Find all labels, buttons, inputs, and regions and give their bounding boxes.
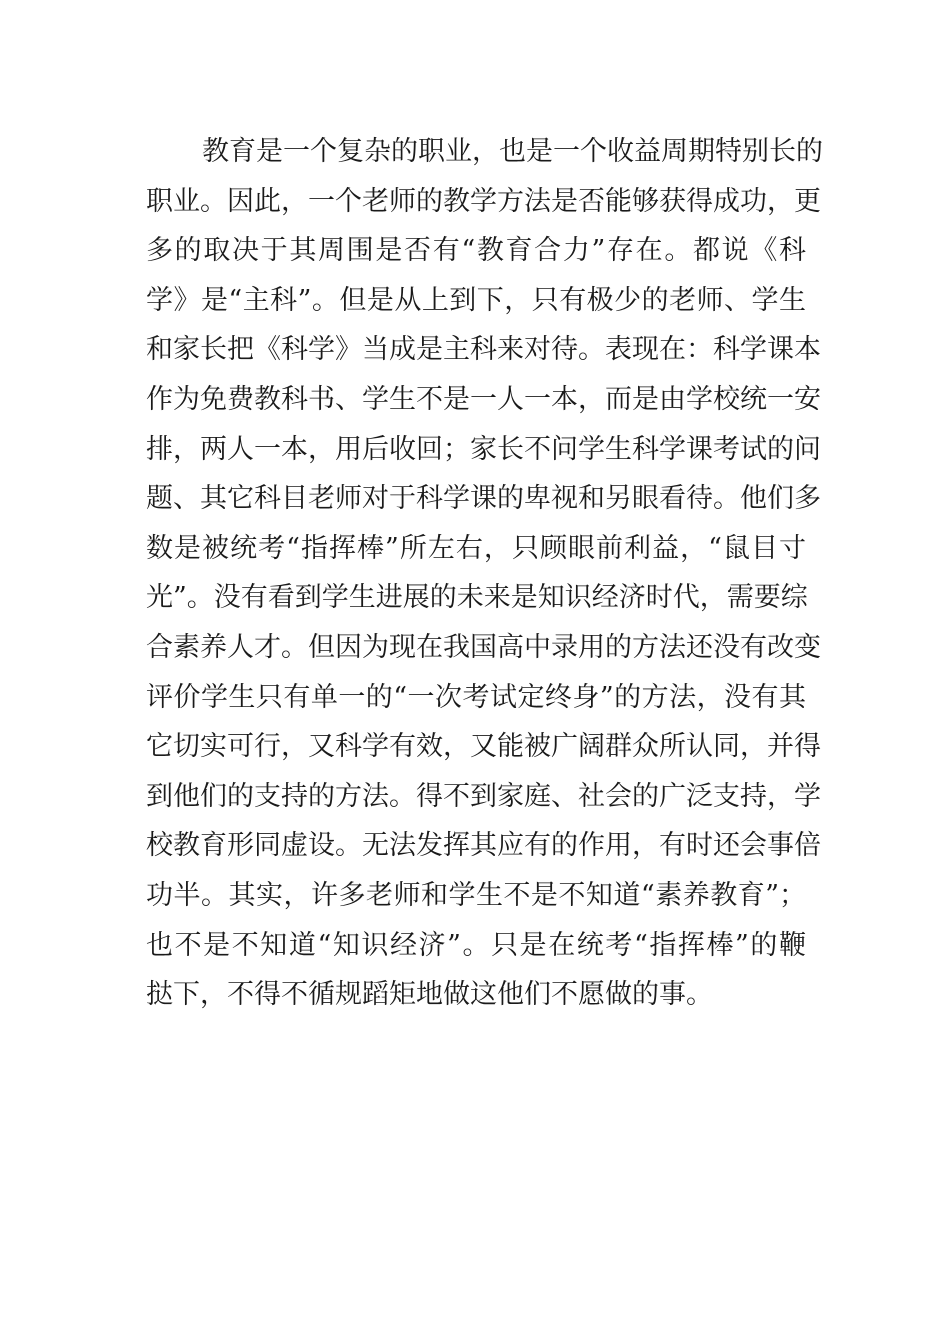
paragraph-line: 也不是不知道“知识经济”。只是在统考“指挥棒”的鞭 (146, 929, 806, 961)
paragraph-line: 合素养人才。但因为现在我国高中录用的方法还没有改变 (146, 631, 821, 663)
paragraph-line: 职业。因此，一个老师的教学方法是否能够获得成功，更 (146, 185, 821, 217)
paragraph-line: 评价学生只有单一的“一次考试定终身”的方法，没有其 (146, 681, 806, 713)
body-paragraph (146, 127, 823, 1020)
paragraph-line: 功半。其实，许多老师和学生不是不知道“素养教育”； (146, 879, 806, 911)
paragraph-line: 和家长把《科学》当成是主科来对待。表现在：科学课本 (146, 334, 821, 366)
paragraph-line: 数是被统考“指挥棒”所左右，只顾眼前利益，“鼠目寸 (146, 532, 806, 564)
paragraph-line: 校教育形同虚设。无法发挥其应有的作用，有时还会事倍 (146, 830, 821, 862)
paragraph-line: 挞下，不得不循规蹈矩地做这他们不愿做的事。 (146, 979, 713, 1011)
paragraph-line: 教育是一个复杂的职业，也是一个收益周期特别长的 (202, 136, 823, 167)
paragraph-line: 排，两人一本，用后收回；家长不问学生科学课考试的问 (146, 433, 821, 465)
paragraph-line: 到他们的支持的方法。得不到家庭、社会的广泛支持，学 (146, 780, 821, 812)
paragraph-line: 学》是“主科”。但是从上到下，只有极少的老师、学生 (146, 284, 806, 316)
paragraph-line: 多的取决于其周围是否有“教育合力”存在。都说《科 (146, 235, 806, 267)
paragraph-line: 作为免费教科书、学生不是一人一本，而是由学校统一安 (146, 383, 821, 415)
paragraph-line: 它切实可行，又科学有效，又能被广阔群众所认同，并得 (146, 731, 821, 763)
paragraph-line: 光”。没有看到学生进展的未来是知识经济时代，需要综 (146, 582, 808, 614)
paragraph-line: 题、其它科目老师对于科学课的卑视和另眼看待。他们多 (146, 483, 821, 515)
